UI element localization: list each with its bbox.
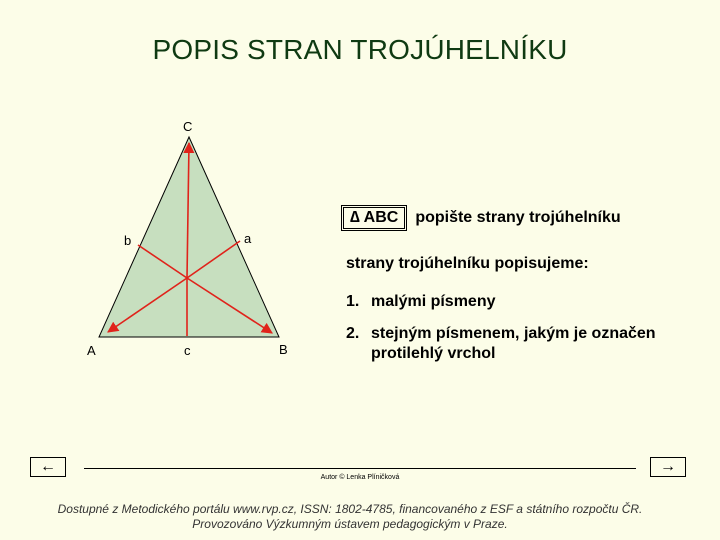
list-item-number: 1.: [346, 293, 360, 310]
info-block: [346, 254, 701, 376]
page-title: POPIS STRAN TROJÚHELNÍKU: [152, 34, 568, 65]
side-label-c: c: [184, 343, 191, 358]
side-label-b: b: [124, 233, 132, 248]
navigation-divider: [84, 468, 636, 469]
task-text: popište strany trojúhelníku: [415, 209, 621, 226]
triangle-diagram: [70, 110, 320, 370]
vertex-label-a: A: [87, 343, 96, 358]
list-item: [346, 292, 701, 312]
footer-line-2: Provozováno Výzkumným ústavem pedagogickým v Praze.: [192, 517, 508, 531]
rules-list: [346, 292, 701, 364]
arrow-left-icon: ←: [40, 458, 56, 475]
list-item: [346, 324, 701, 364]
list-item-number: 2.: [346, 325, 360, 342]
footer-line-1: Dostupné z Metodického portálu www.rvp.cz, ISSN: 1802-4785, financovaného z ESF a státního rozpočtu ČR.: [57, 502, 643, 516]
vertex-label-c: C: [183, 119, 193, 134]
task-row: [341, 205, 621, 231]
vertex-label-b: B: [279, 342, 288, 357]
triangle-figure: [70, 110, 320, 370]
list-item-text: stejným písmenem, jakým je označen protilehlý vrchol: [371, 325, 656, 362]
footer: [0, 502, 700, 532]
arrow-right-icon: →: [660, 458, 676, 475]
author-credit: Autor © Lenka Plíničková: [320, 474, 400, 481]
list-item-text: malými písmeny: [371, 293, 496, 310]
triangle-abc-label: ∆ ABC: [341, 205, 407, 231]
info-intro: strany trojúhelníku popisujeme:: [346, 255, 589, 272]
side-label-a: a: [244, 231, 252, 246]
